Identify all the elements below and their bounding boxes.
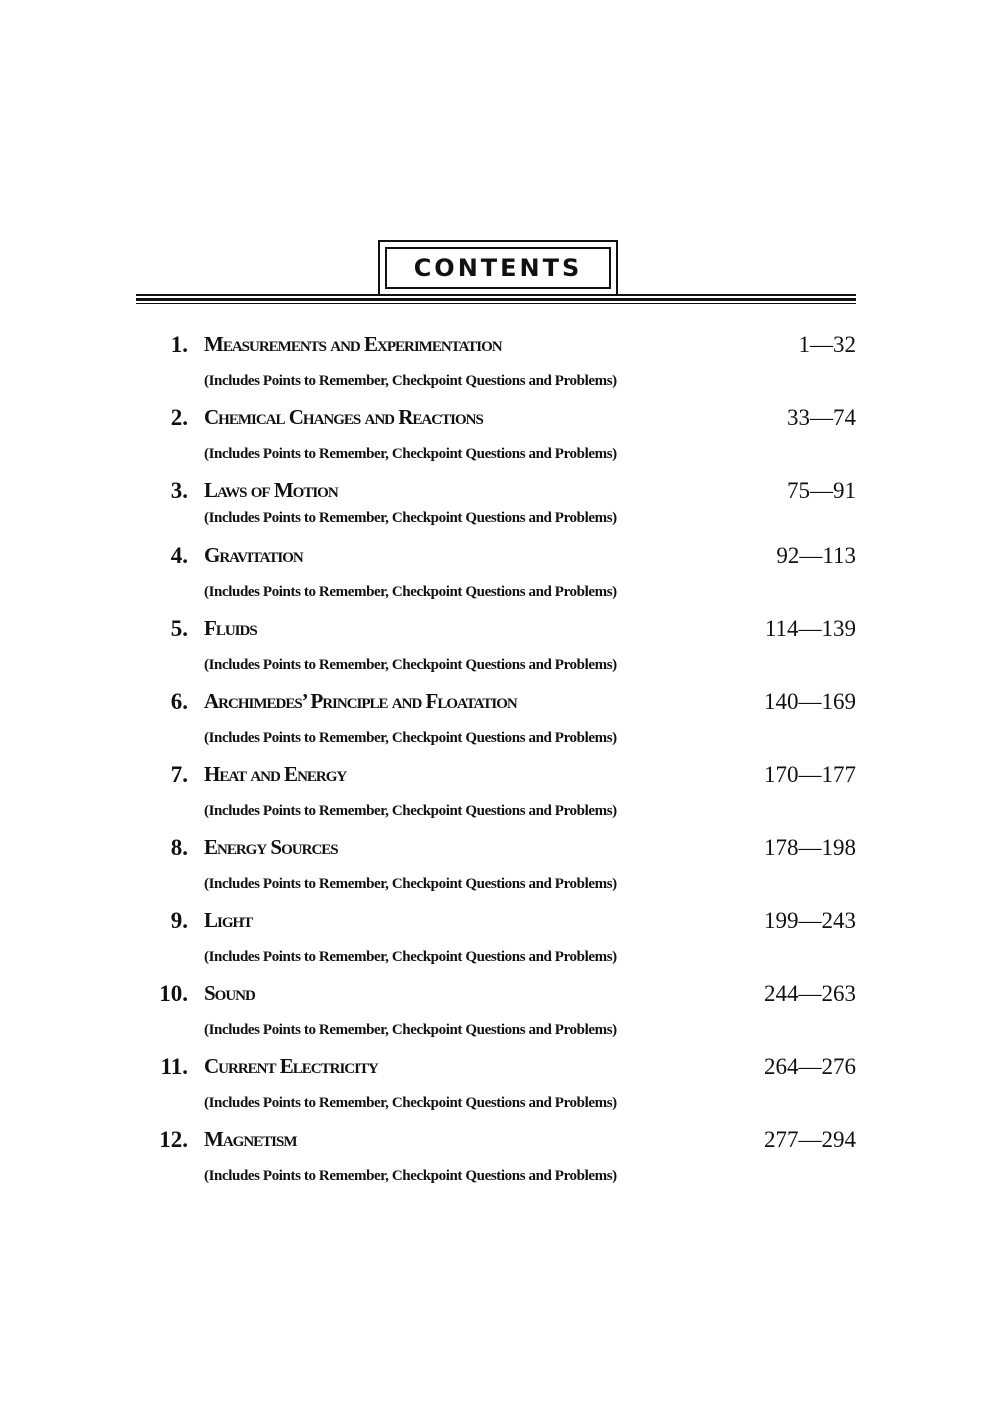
page-range: 114—139 — [764, 616, 856, 641]
chapter-note: (Includes Points to Remember, Checkpoint Questions and Problems) — [204, 803, 617, 819]
page-range: 1—32 — [798, 332, 856, 357]
toc-entry[interactable] — [136, 326, 856, 399]
contents-heading-inner-frame — [385, 247, 611, 289]
chapter-number: 12. — [159, 1127, 188, 1152]
page-range: 244—263 — [764, 981, 856, 1006]
contents-heading-frame — [378, 240, 618, 296]
chapter-title[interactable]: Magnetism — [204, 1127, 297, 1151]
toc-entry[interactable] — [136, 1048, 856, 1121]
chapter-number: 4. — [170, 543, 188, 568]
chapter-number: 6. — [170, 689, 188, 714]
chapter-note: (Includes Points to Remember, Checkpoint Questions and Problems) — [204, 584, 617, 600]
page-range: 75—91 — [787, 478, 856, 503]
page-range: 264—276 — [764, 1054, 856, 1079]
chapter-note: (Includes Points to Remember, Checkpoint Questions and Problems) — [204, 1095, 617, 1111]
chapter-title[interactable]: Chemical Changes and Reactions — [204, 405, 483, 429]
chapter-title[interactable]: Measurements and Experimentation — [204, 332, 502, 356]
chapter-number: 7. — [170, 762, 188, 787]
toc-entry[interactable] — [136, 472, 856, 537]
page-range: 199—243 — [764, 908, 856, 933]
toc-entry[interactable] — [136, 683, 856, 756]
chapter-title[interactable]: Energy Sources — [204, 835, 338, 859]
heading-rule — [136, 303, 856, 304]
heading-rule — [136, 298, 856, 301]
chapter-number: 10. — [159, 981, 188, 1006]
chapter-title[interactable]: Archimedes’ Principle and Floatation — [204, 689, 517, 713]
chapter-title[interactable]: Sound — [204, 981, 255, 1005]
toc-entry[interactable] — [136, 829, 856, 902]
toc-entry[interactable] — [136, 399, 856, 472]
page-range: 277—294 — [764, 1127, 856, 1152]
chapter-title[interactable]: Heat and Energy — [204, 762, 347, 786]
toc-entry[interactable] — [136, 902, 856, 975]
chapter-title[interactable]: Gravitation — [204, 543, 303, 567]
chapter-number: 2. — [170, 405, 188, 430]
toc-entry[interactable] — [136, 975, 856, 1048]
chapter-title[interactable]: Laws of Motion — [204, 478, 338, 502]
page-range: 92—113 — [776, 543, 856, 568]
chapter-note: (Includes Points to Remember, Checkpoint Questions and Problems) — [204, 657, 617, 673]
toc-entry[interactable] — [136, 610, 856, 683]
chapter-number: 5. — [170, 616, 188, 641]
chapter-number: 8. — [170, 835, 188, 860]
page-range: 140—169 — [764, 689, 856, 714]
page-title: CONTENTS — [413, 254, 583, 282]
chapter-note: (Includes Points to Remember, Checkpoint Questions and Problems) — [204, 373, 617, 389]
page-range: 170—177 — [764, 762, 856, 787]
chapter-number: 1. — [170, 332, 188, 357]
chapter-number: 11. — [160, 1054, 188, 1079]
chapter-note: (Includes Points to Remember, Checkpoint Questions and Problems) — [204, 510, 617, 526]
table-of-contents — [136, 326, 856, 1194]
chapter-number: 9. — [170, 908, 188, 933]
chapter-title[interactable]: Fluids — [204, 616, 257, 640]
chapter-note: (Includes Points to Remember, Checkpoint Questions and Problems) — [204, 876, 617, 892]
toc-entry[interactable] — [136, 1121, 856, 1194]
toc-entry[interactable] — [136, 537, 856, 610]
toc-entry[interactable] — [136, 756, 856, 829]
chapter-title[interactable]: Light — [204, 908, 253, 932]
chapter-note: (Includes Points to Remember, Checkpoint Questions and Problems) — [204, 949, 617, 965]
page-range: 33—74 — [787, 405, 856, 430]
chapter-note: (Includes Points to Remember, Checkpoint Questions and Problems) — [204, 1168, 617, 1184]
chapter-note: (Includes Points to Remember, Checkpoint Questions and Problems) — [204, 1022, 617, 1038]
chapter-note: (Includes Points to Remember, Checkpoint Questions and Problems) — [204, 730, 617, 746]
chapter-title[interactable]: Current Electricity — [204, 1054, 378, 1078]
chapter-number: 3. — [170, 478, 188, 503]
chapter-note: (Includes Points to Remember, Checkpoint Questions and Problems) — [204, 446, 617, 462]
page-range: 178—198 — [764, 835, 856, 860]
